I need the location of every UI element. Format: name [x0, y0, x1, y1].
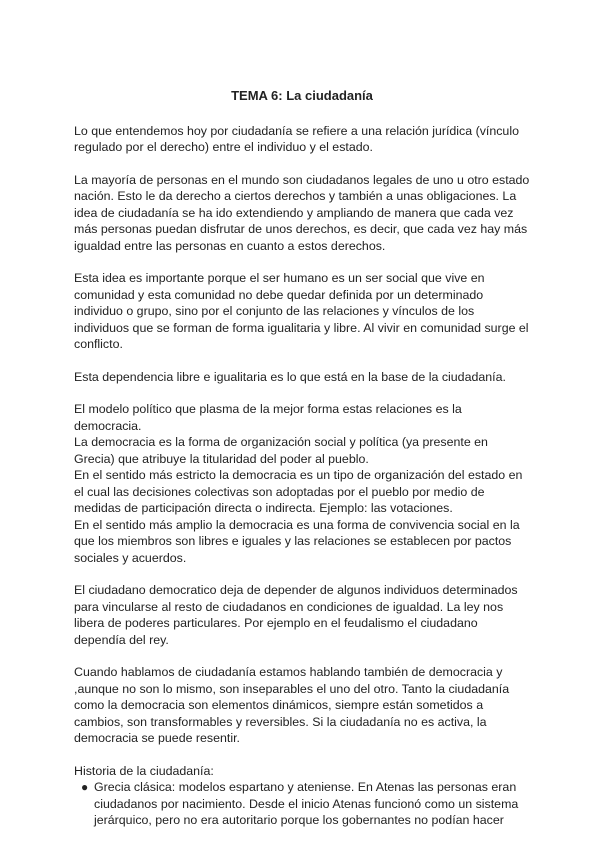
- list-item: [74, 779, 530, 829]
- document-body: [74, 88, 530, 829]
- democracy-line-definition: La democracia es la forma de organización social y política (ya presente en Grecia) que atribuye la titularidad del poder al pueblo.: [74, 435, 488, 466]
- history-list: [74, 779, 530, 829]
- paragraph-definition: Lo que entendemos hoy por ciudadanía se refiere a una relación jurídica (vínculo regulado por el derecho) entre el individuo y el estado.: [74, 123, 519, 154]
- history-heading: Historia de la ciudadanía:: [74, 763, 214, 778]
- paragraph-legal-citizens: La mayoría de personas en el mundo son ciudadanos legales de uno u otro estado nación. Esto le da derecho a ciertos derechos y también a unas obligaciones. La idea de ciudadanía se ha ido extendiendo y ampliando de manera que cada vez más personas puedan disfrutar de unos derechos, es decir, que cada vez hay más igualdad entre las personas en cuanto a estos derechos.: [74, 172, 530, 253]
- paragraph-social-being: Esta idea es importante porque el ser humano es un ser social que vive en comunidad y esta comunidad no debe quedar definida por un determinado individuo o grupo, sino por el conjunto de las relaciones y vínculos de los individuos que se forman de forma igualitaria y libre. Al vivir en comunidad surge el conflicto.: [74, 271, 529, 351]
- democracy-line-political-model: El modelo político que plasma de la mejor forma estas relaciones es la democracia.: [74, 402, 462, 433]
- bullet-icon: ●: [81, 780, 89, 794]
- democracy-line-strict-sense: En el sentido más estricto la democracia es un tipo de organización del estado en el cual las decisiones colectivas son adoptadas por el pueblo por medio de medidas de participación directa o indirecta. Ejemplo: las votaciones.: [74, 468, 523, 515]
- democracy-block: [74, 401, 530, 566]
- paragraph-democratic-citizen: El ciudadano democratico deja de depender de algunos individuos determinados para vincularse al resto de ciudadanos en condiciones de igualdad. La ley nos libera de poderes particulares. Por ejemplo en el feudalismo el ciudadano dependía del rey.: [74, 583, 518, 647]
- democracy-line-broad-sense: En el sentido más amplio la democracia es una forma de convivencia social en la que los miembros son libres e iguales y las relaciones se establecen por pactos sociales y acuerdos.: [74, 517, 520, 565]
- page-title: TEMA 6: La ciudadanía: [231, 88, 373, 103]
- paragraph-dependence: Esta dependencia libre e igualitaria es lo que está en la base de la ciudadanía.: [74, 369, 506, 384]
- paragraph-citizenship-democracy: Cuando hablamos de ciudadanía estamos hablando también de democracia y ,aunque no son lo mismo, son inseparables el uno del otro. Tanto la ciudadanía como la democracia son elementos dinámicos, siempre están sometidos a cambios, son transformables y reversibles. Si la ciudadanía no es activa, la democracia se puede resentir.: [74, 665, 510, 745]
- list-item-text: Grecia clásica: modelos espartano y ateniense. En Atenas las personas eran ciudadanos por nacimiento. Desde el inicio Atenas funcionó como un sistema jerárquico, pero no era autoritario porque los gobernantes no podían hacer: [94, 780, 519, 827]
